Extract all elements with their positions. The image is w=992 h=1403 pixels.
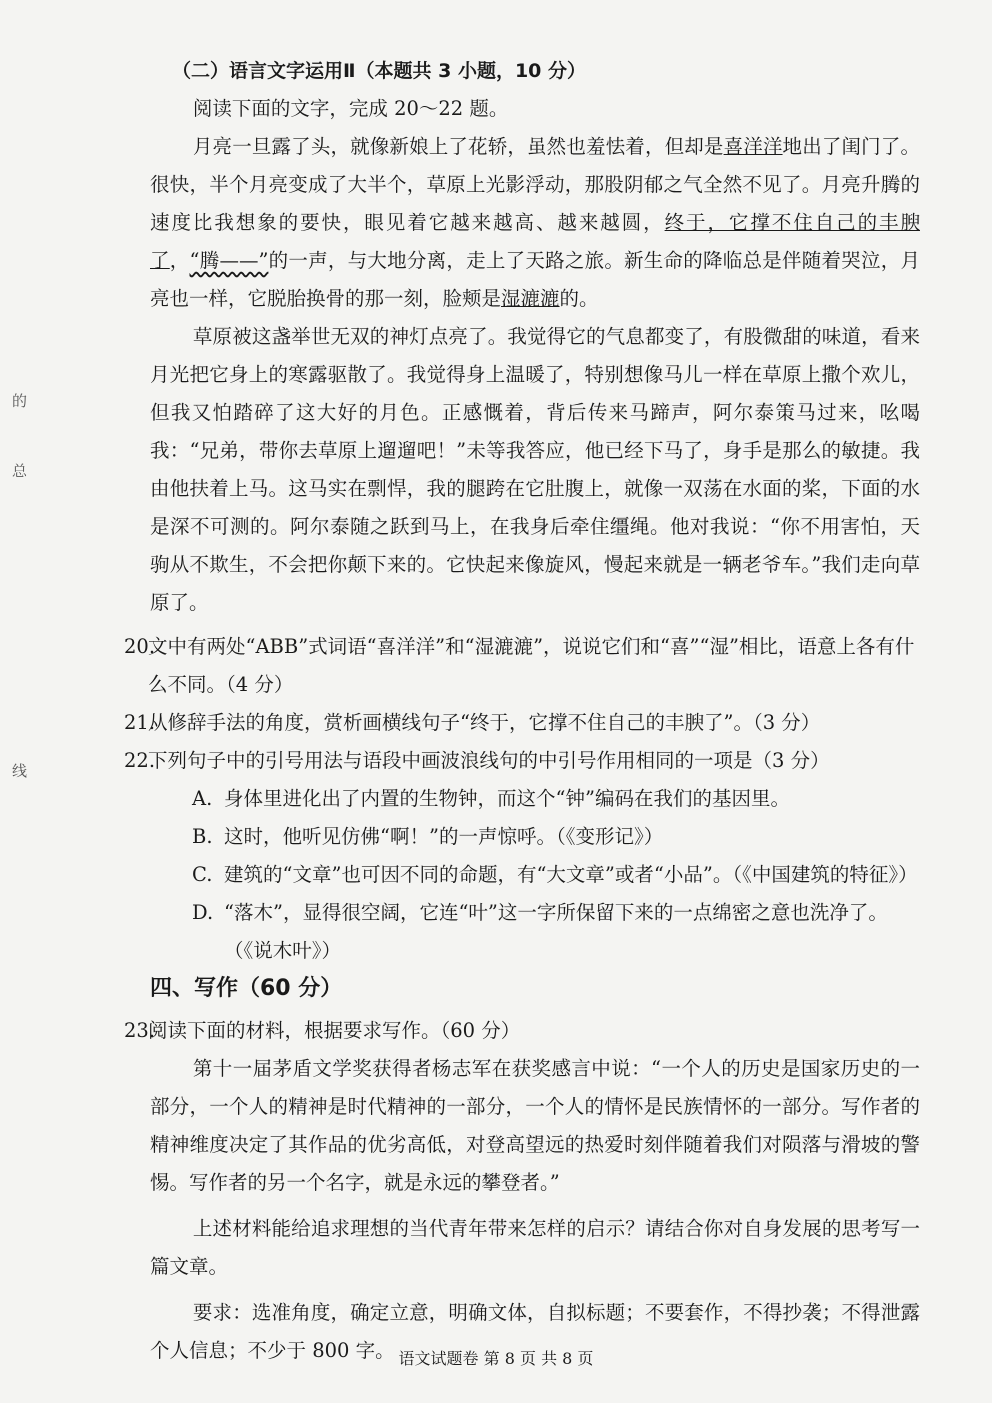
- section-2-title: （二）语言文字运用Ⅱ（本题共 3 小题，10 分）: [172, 60, 587, 82]
- margin-mark: 的: [12, 392, 28, 410]
- abb-word-shilulu: 湿漉漉: [501, 287, 560, 310]
- reading-instruction: 阅读下面的文字，完成 20～22 题。: [192, 97, 509, 120]
- option-text: 建筑的“文章”也可因不同的命题，有“大文章”或者“小品”。（《中国建筑的特征》）: [224, 863, 918, 886]
- question-text: 下列句子中的引号用法与语段中画波浪线句的中引号作用相同的一项是（3 分）: [148, 749, 830, 772]
- writing-requirements: 要求：选准角度，确定立意，明确文体，自拟标题；不要套作，不得抄袭；不得泄露个人信息；不少于 800 字。: [150, 1301, 920, 1362]
- option-text: 这时，他听见仿佛“啊！”的一声惊呼。（《变形记》）: [224, 825, 664, 848]
- option-label: A.: [192, 787, 213, 810]
- question-23: [124, 1012, 920, 1050]
- writing-task: 上述材料能给追求理想的当代青年带来怎样的启示？请结合你对自身发展的思考写一篇文章。: [150, 1217, 920, 1278]
- question-text: 从修辞手法的角度，赏析画横线句子“终于，它撑不住自己的丰腴了”。（3 分）: [148, 711, 821, 734]
- passage-paragraph-2: 草原被这盏举世无双的神灯点亮了。我觉得它的气息都变了，有股微甜的味道，看来月光把它身上的寒露驱散了。我觉得身上温暖了，特别想像马儿一样在草原上撒个欢儿，但我又怕踏碎了这大好的月色。正感慨着，背后传来马蹄声，阿尔泰策马过来，吆喝我：“兄弟，带你去草原上遛遛吧！”未等我答应，他已经下马了，身手是那么的敏捷。我由他扶着上马。这马实在剽悍，我的腿跨在它肚腹上，就像一双荡在水面的桨，下面的水是深不可测的。阿尔泰随之跃到马上，在我身后牵住缰绳。他对我说：“你不用害怕，天驹从不欺生，不会把你颠下来的。它快起来像旋风，慢起来就是一辆老爷车。”我们走向草原了。: [150, 325, 920, 614]
- option-label: D.: [192, 901, 214, 924]
- option-label: C.: [192, 863, 213, 886]
- question-text: 阅读下面的材料，根据要求写作。（60 分）: [148, 1019, 521, 1042]
- option-a: [150, 780, 920, 818]
- underlined-sentence: 终于，它撑不住自己的丰腴了: [150, 211, 920, 272]
- question-number: 21.: [124, 711, 156, 734]
- page-content: [124, 52, 920, 1370]
- option-b: [150, 818, 920, 856]
- passage-paragraph-1: 月亮一旦露了头，就像新娘上了花轿，虽然也羞怯着，但却是喜洋洋地出了闺门了。很快，半个月亮变成了大半个，草原上光影浮动，那股阴郁之气全然不见了。月亮升腾的速度比我想象的要快，眼见着它越来越高、越来越圆，终于，它撑不住自己的丰腴了，“腾——”的一声，与大地分离，走上了天路之旅。新生命的降临总是伴随着哭泣，月亮也一样，它脱胎换骨的那一刻，脸颊是湿漉漉的。: [150, 135, 920, 310]
- option-c: [150, 856, 920, 894]
- question-number: 23.: [124, 1019, 156, 1042]
- writing-material: 第十一届茅盾文学奖获得者杨志军在获奖感言中说：“一个人的历史是国家历史的一部分，一个人的精神是时代精神的一部分，一个人的情怀是民族情怀的一部分。写作者的精神维度决定了其作品的优劣高低，对登高望远的热爱时刻伴随着我们对陨落与滑坡的警惕。写作者的另一个名字，就是永远的攀登者。”: [150, 1057, 920, 1194]
- margin-mark: 总: [12, 462, 28, 480]
- wavy-underlined-quote: “腾——”: [189, 249, 269, 272]
- abb-word-xiyangyang: 喜洋洋: [723, 135, 783, 158]
- question-22: [124, 742, 920, 780]
- margin-mark: 线: [12, 762, 28, 780]
- question-21: [124, 704, 920, 742]
- option-label: B.: [192, 825, 213, 848]
- question-number: 20.: [124, 635, 156, 658]
- page-footer: 语文试题卷 第 8 页 共 8 页: [398, 1349, 594, 1368]
- option-text: 身体里进化出了内置的生物钟，而这个“钟”编码在我们的基因里。: [224, 787, 790, 810]
- section-4-title: 四、写作（60 分）: [150, 976, 343, 1001]
- option-text: “落木”，显得很空阔，它连“叶”这一字所保留下来的一点绵密之意也洗净了。（《说木叶》）: [224, 901, 888, 962]
- option-d: [150, 894, 920, 970]
- question-text: 文中有两处“ABB”式词语“喜洋洋”和“湿漉漉”，说说它们和“喜”“湿”相比，语意上各有什么不同。（4 分）: [148, 635, 915, 696]
- question-number: 22.: [124, 749, 156, 772]
- question-20: [124, 628, 920, 704]
